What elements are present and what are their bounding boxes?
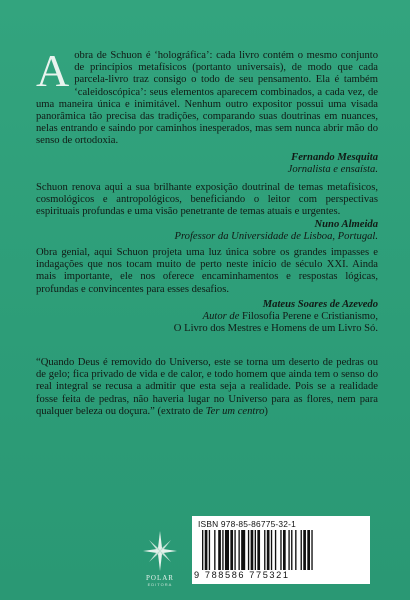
barcode-bar (248, 530, 249, 570)
barcode-bar (251, 530, 254, 570)
publisher-sub: EDITORA (147, 582, 173, 587)
review-attribution (36, 152, 378, 176)
barcode-bar (271, 530, 272, 570)
barcode-bar (264, 530, 265, 570)
review-text: Obra genial, aqui Schuon projeta uma luz única sobre os grandes impasses e indagações que nos tocam muito de perto neste início de século XXI. Ainda mais importante, ele nos oferece encaminhamentos e respostas lógicas, profundas e convincentes para esses desafios. (36, 247, 378, 295)
review-text: Schuon renova aqui a sua brilhante exposição doutrinal de temas metafísicos, cosmológicos e antropológicos, beneficiando o leitor com perspectivas espirituais profundas e uma visão penetrante de temas atuais e urgentes. (36, 182, 378, 218)
review-attribution (36, 299, 378, 336)
drop-cap: A (36, 45, 70, 96)
barcode-bar (311, 530, 312, 570)
review-attribution (36, 219, 378, 243)
isbn-label: ISBN 978-85-86775-32-1 (198, 519, 296, 529)
review-azevedo (36, 247, 378, 335)
isbn-barcode (192, 516, 370, 584)
barcode-bar (214, 530, 215, 570)
barcode-bar (209, 530, 210, 570)
barcode-bar (301, 530, 302, 570)
barcode-bar (255, 530, 256, 570)
barcode-bars (200, 530, 362, 570)
review-author: Mateus Soares de Azevedo (262, 298, 378, 310)
book-excerpt: “Quando Deus é removido do Universo, este se torna um deserto de pedras ou de gelo; fica privado de vida e de calor, e todo homem que ainda tem o senso do real integral se recusa a admitir que esta seja a realidade. Pois se a realidade fosse feita de pedras, não haveria lugar no Universo para as flores, nem para qualquer beleza ou doçura.” (extrato de Ter um centro) (36, 357, 378, 417)
excerpt-source: Ter um centro (205, 405, 265, 417)
review-text: obra de Schuon é ‘holográfica’: cada livro contém o mesmo conjunto de princípios metafísicos (portanto universais), de modo que cada parcela-livro traz consigo o todo de seu pensamento. Ela é também ‘caleidoscópica’: seus elementos aparecem combinados, a cada vez, de uma maneira única e inimitável. Nenhum outro expositor possui uma visada panorâmica tão precisa das tradições, comparando suas doutrinas em nuances, nelas entrando e saindo por caminhos inesperados, mas sem nunca abrir mão do senso de ortodoxia. (36, 50, 378, 147)
barcode-bar (238, 530, 239, 570)
review-role: Autor de Filosofia Perene e Cristianismo, (202, 311, 378, 323)
barcode-bar (257, 530, 260, 570)
barcode-bar (218, 530, 221, 570)
barcode-bar (241, 530, 245, 570)
barcode-bar (230, 530, 233, 570)
barcode-digits: 9 788586 775321 (194, 570, 290, 580)
review-author: Nuno Almeida (314, 218, 378, 230)
review-almeida (36, 182, 378, 243)
barcode-bar (280, 530, 281, 570)
barcode-bar (288, 530, 289, 570)
barcode-bar (307, 530, 310, 570)
barcode-bar (283, 530, 286, 570)
barcode-bar (222, 530, 223, 570)
barcode-bar (291, 530, 292, 570)
review-author: Fernando Mesquita (291, 151, 378, 163)
barcode-bar (267, 530, 270, 570)
excerpt-text: “Quando Deus é removido do Universo, este se torna um deserto de pedras ou de gelo; fica privado de vida e de calor, e todo homem que ainda tem o senso do real integral se recusa a admitir que esta seja a realidade. Pois se a realidade fosse feita de pedras, não haveria lugar no Universo para as flores, nem para qualquer beleza ou doçura.” (extrato de (36, 357, 378, 417)
barcode-bar (275, 530, 276, 570)
publisher-name: POLAR (146, 574, 174, 582)
barcode-bar (234, 530, 235, 570)
barcode-bar (225, 530, 229, 570)
barcode-bar (202, 530, 203, 570)
barcode-bar (295, 530, 296, 570)
review-role-line2: O Livro dos Mestres e Homens de um Livro Só. (173, 323, 378, 335)
barcode-bar (205, 530, 208, 570)
review-role: Professor da Universidade de Lisboa, Portugal. (174, 230, 378, 242)
review-mesquita (36, 45, 378, 176)
barcode-bar (303, 530, 306, 570)
review-role: Jornalista e ensaísta. (287, 163, 378, 175)
